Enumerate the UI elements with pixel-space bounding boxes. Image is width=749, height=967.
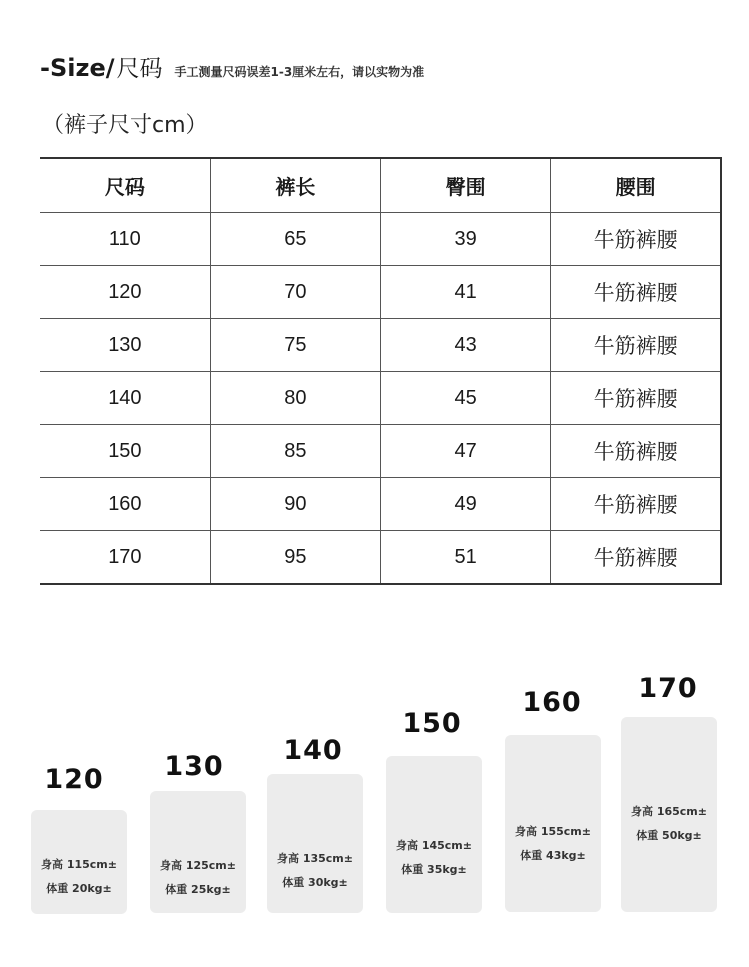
- card-height: 身高 125cm±: [160, 859, 236, 872]
- table-row: [40, 266, 721, 319]
- table-row: [40, 319, 721, 372]
- card-height: 身高 155cm±: [515, 825, 591, 838]
- table-cell: 80: [210, 372, 380, 425]
- table-cell: 39: [381, 213, 551, 266]
- table-cell: 49: [381, 478, 551, 531]
- column-header: 臀围: [381, 158, 551, 213]
- table-cell: 45: [381, 372, 551, 425]
- column-header: 腰围: [551, 158, 721, 213]
- table-cell: 牛筋裤腰: [551, 425, 721, 478]
- card-weight: 体重 25kg±: [165, 883, 231, 896]
- measurement-note: 手工测量尺码误差1-3厘米左右，请以实物为准: [174, 65, 425, 79]
- table-cell: 牛筋裤腰: [551, 266, 721, 319]
- table-cell: 130: [40, 319, 210, 372]
- table-cell: 150: [40, 425, 210, 478]
- size-card: [31, 810, 127, 914]
- table-cell: 牛筋裤腰: [551, 478, 721, 531]
- table-cell: 85: [210, 425, 380, 478]
- table-row: [40, 213, 721, 266]
- card-size-label: 140: [283, 735, 343, 766]
- table-cell: 牛筋裤腰: [551, 213, 721, 266]
- table-cell: 90: [210, 478, 380, 531]
- card-height: 身高 115cm±: [41, 858, 117, 871]
- table-cell: 65: [210, 213, 380, 266]
- card-weight: 体重 43kg±: [520, 849, 586, 862]
- table-cell: 牛筋裤腰: [551, 372, 721, 425]
- table-cell: 160: [40, 478, 210, 531]
- table-cell: 75: [210, 319, 380, 372]
- table-cell: 170: [40, 531, 210, 585]
- table-row: [40, 531, 721, 585]
- card-weight: 体重 30kg±: [282, 876, 348, 889]
- card-size-label: 170: [638, 673, 698, 704]
- size-card: [267, 774, 363, 913]
- size-header: [40, 50, 424, 82]
- card-height: 身高 165cm±: [631, 805, 707, 818]
- card-size-label: 160: [522, 687, 582, 718]
- size-title: -Size/: [40, 54, 115, 82]
- table-cell: 牛筋裤腰: [551, 531, 721, 585]
- table-cell: 41: [381, 266, 551, 319]
- card-height: 身高 135cm±: [277, 852, 353, 865]
- size-card: [621, 717, 717, 912]
- card-size-label: 130: [164, 751, 224, 782]
- card-weight: 体重 20kg±: [46, 882, 112, 895]
- table-cell: 51: [381, 531, 551, 585]
- table-subtitle: （裤子尺寸cm）: [42, 113, 208, 138]
- table-cell: 47: [381, 425, 551, 478]
- card-weight: 体重 50kg±: [636, 829, 702, 842]
- size-card: [150, 791, 246, 913]
- card-size-label: 150: [402, 708, 462, 739]
- table-cell: 110: [40, 213, 210, 266]
- table-cell: 120: [40, 266, 210, 319]
- size-card: [505, 735, 601, 912]
- card-height: 身高 145cm±: [396, 839, 472, 852]
- card-weight: 体重 35kg±: [401, 863, 467, 876]
- size-table: [40, 157, 722, 585]
- table-header-row: [40, 158, 721, 213]
- table-cell: 牛筋裤腰: [551, 319, 721, 372]
- column-header: 裤长: [210, 158, 380, 213]
- size-title-cn: 尺码: [116, 56, 163, 82]
- table-cell: 140: [40, 372, 210, 425]
- table-cell: 70: [210, 266, 380, 319]
- table-row: [40, 425, 721, 478]
- table-row: [40, 372, 721, 425]
- size-card: [386, 756, 482, 913]
- table-cell: 95: [210, 531, 380, 585]
- card-size-label: 120: [44, 764, 104, 795]
- table-row: [40, 478, 721, 531]
- column-header: 尺码: [40, 158, 210, 213]
- table-cell: 43: [381, 319, 551, 372]
